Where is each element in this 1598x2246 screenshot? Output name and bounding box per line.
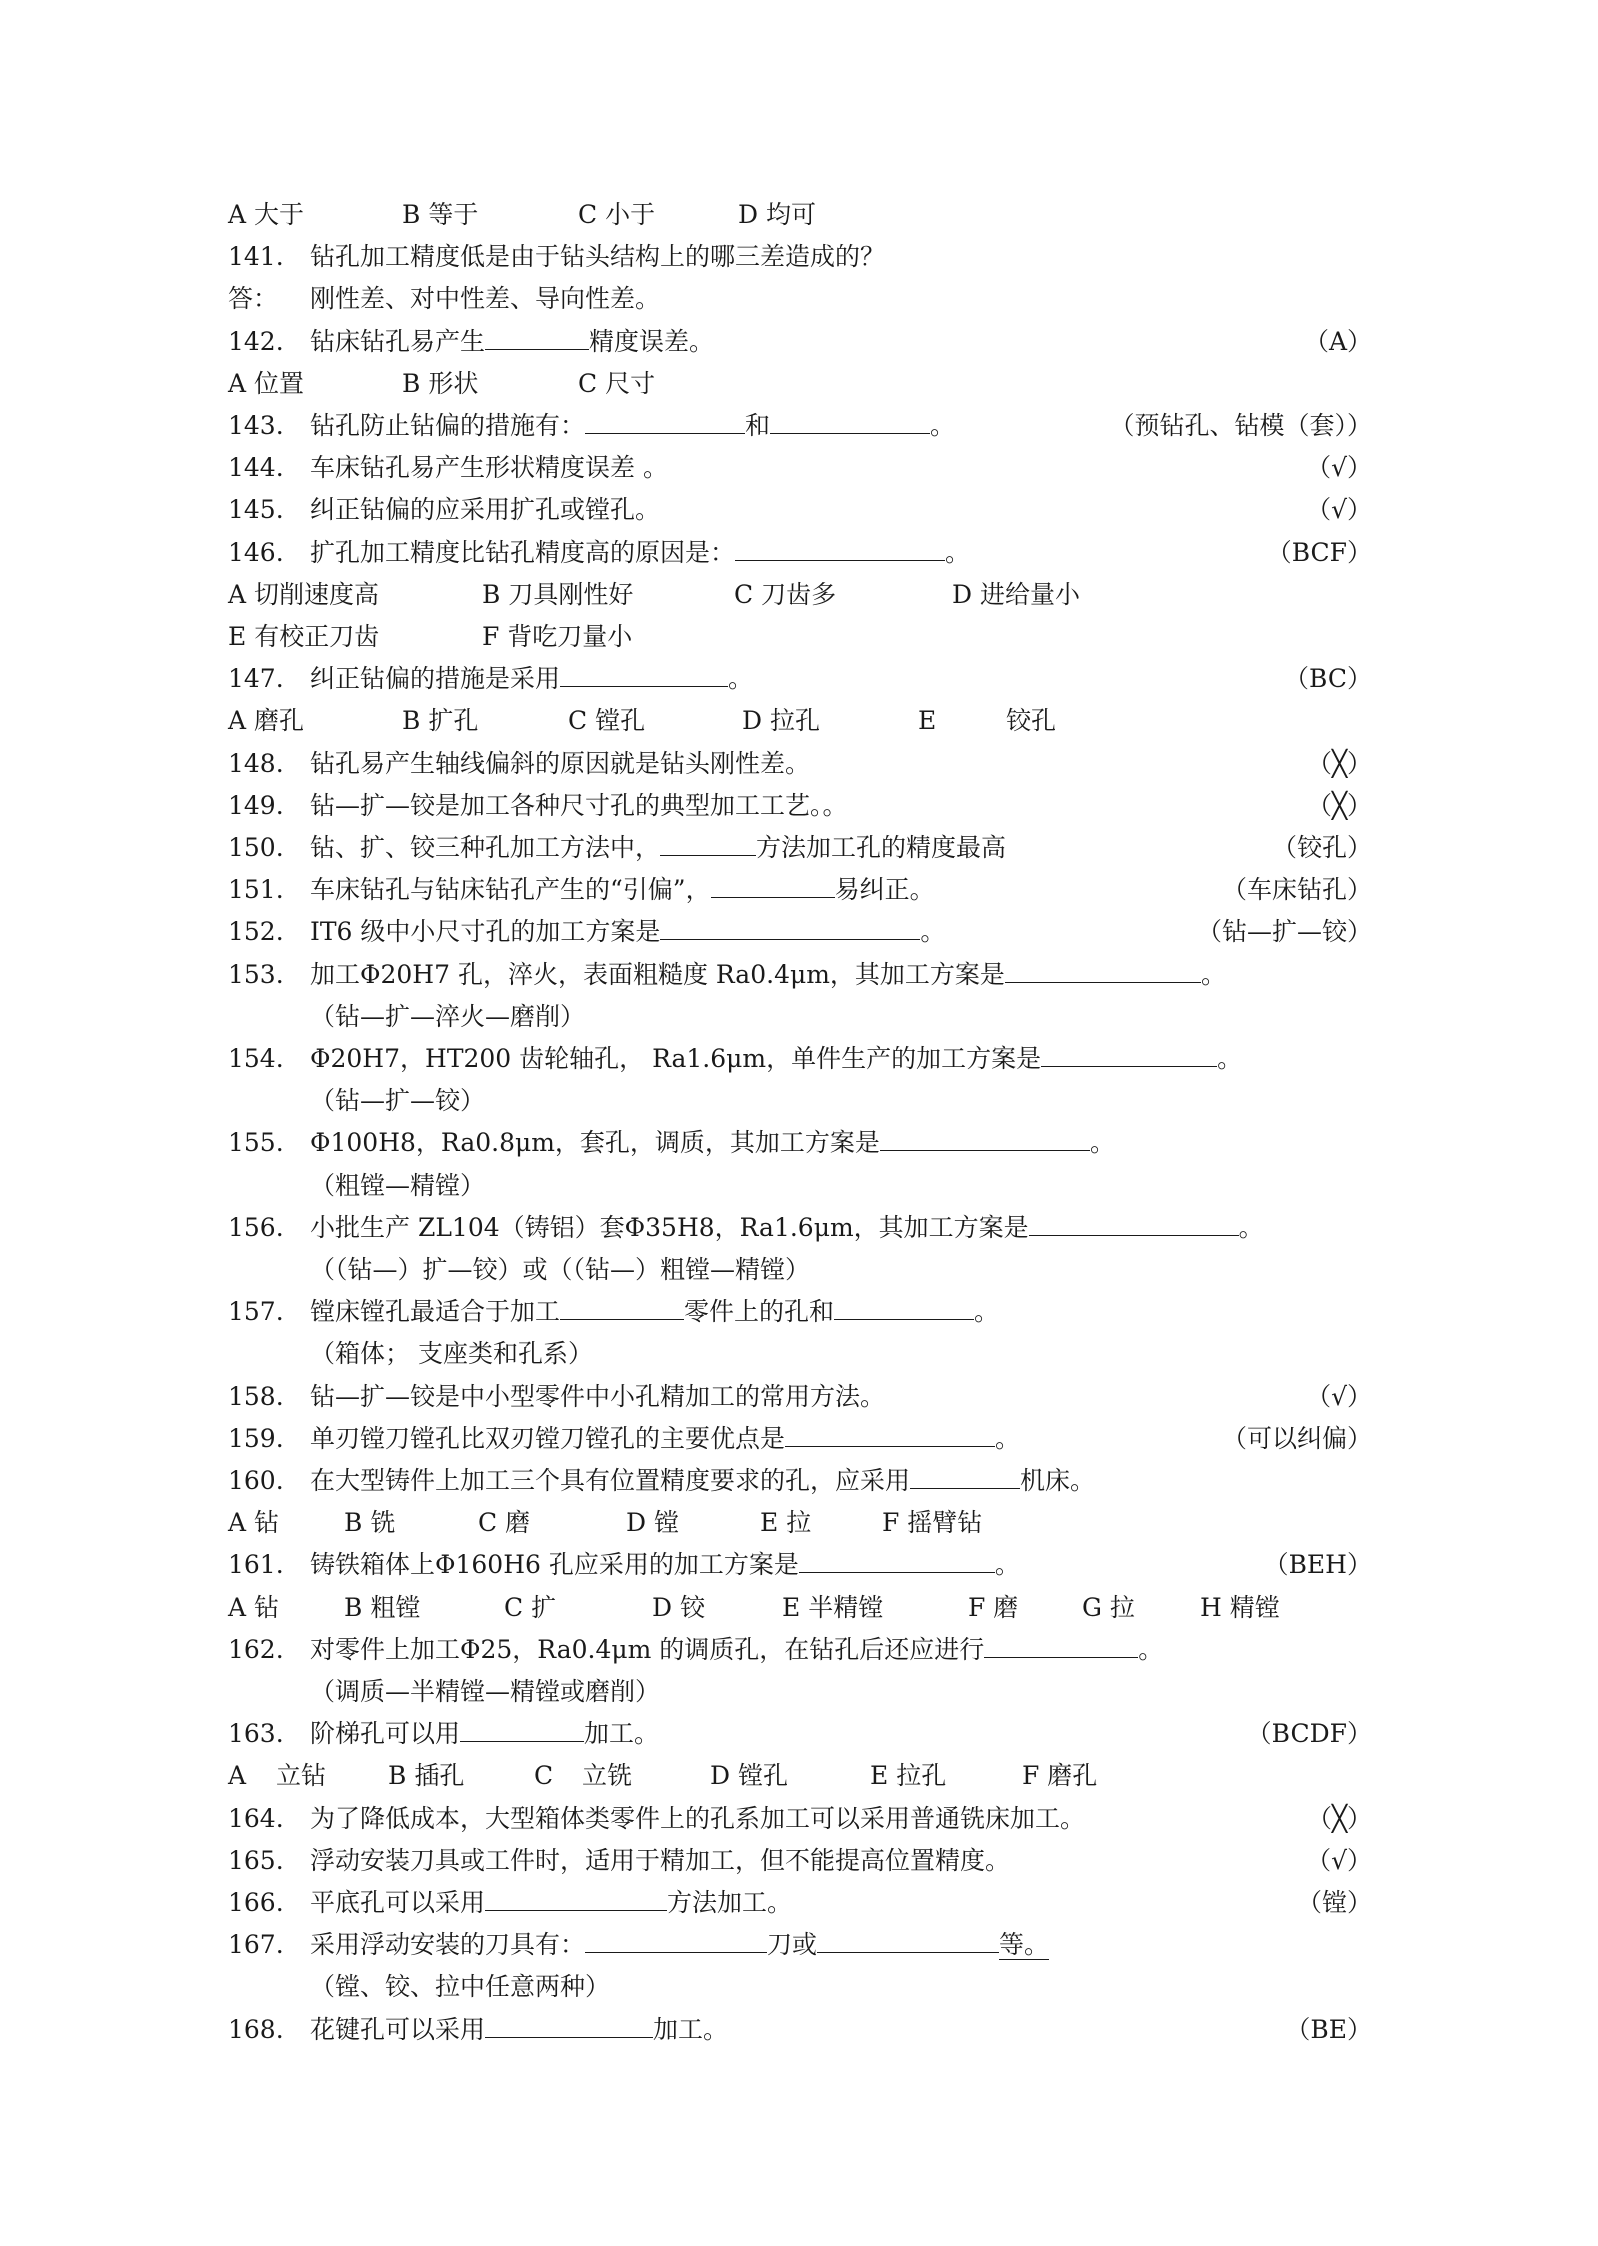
question-number: 161. <box>228 1550 284 1580</box>
question-line <box>228 1924 1372 1966</box>
option-label: B 扩孔 <box>402 706 479 736</box>
text-segment: 。 <box>728 664 754 694</box>
option-label: A 切削速度高 <box>228 579 380 609</box>
question-number: 167. <box>228 1930 284 1960</box>
text-segment: 易纠正。 <box>834 875 935 905</box>
answer-blank <box>711 871 835 898</box>
question-number: 155. <box>228 1128 284 1158</box>
question-line <box>228 996 1372 1038</box>
option-label: C 扩 <box>504 1592 557 1622</box>
answer-key: （镗） <box>1296 1888 1372 1917</box>
answer-blank <box>485 2011 653 2038</box>
answer-blank <box>1029 1209 1239 1236</box>
answer-key: （╳） <box>1306 1803 1372 1833</box>
answer-blank <box>817 1926 999 1953</box>
option-label: E 拉 <box>760 1508 812 1538</box>
question-line <box>228 1291 1372 1333</box>
option-label: E 拉孔 <box>870 1761 947 1791</box>
text-segment: 。 <box>1217 1044 1243 1073</box>
question-line <box>228 1376 1372 1418</box>
option-label: B 等于 <box>402 200 479 229</box>
text-segment: 。 <box>930 411 956 440</box>
question-text <box>310 1249 810 1291</box>
question-number: 165. <box>228 1845 284 1875</box>
text-segment: 精度误差。 <box>589 326 715 356</box>
option-label: D 均可 <box>738 200 816 229</box>
question-text <box>310 1376 885 1418</box>
question-line <box>228 532 1372 574</box>
text-segment: （钻—扩—淬火—磨削） <box>310 1001 586 1031</box>
question-number: 157. <box>228 1297 284 1327</box>
question-line <box>228 2009 1372 2051</box>
question-number: 142. <box>228 326 284 356</box>
question-number: 150. <box>228 833 284 862</box>
options-line <box>228 700 1372 742</box>
answer-key: （√） <box>1306 1845 1372 1875</box>
text-segment: 。 <box>945 537 971 567</box>
text-segment: 和 <box>745 411 771 440</box>
question-line <box>228 1038 1372 1080</box>
question-line <box>228 1840 1372 1882</box>
question-line <box>228 1333 1372 1375</box>
question-line <box>228 278 1372 320</box>
text-segment: 阶梯孔可以用 <box>310 1719 461 1749</box>
option-label: E 有校正刀齿 <box>228 622 380 651</box>
option-label: D 拉孔 <box>742 706 820 736</box>
question-number: 143. <box>228 411 284 440</box>
answer-blank <box>485 1884 667 1911</box>
text-segment: （箱体； 支座类和孔系） <box>310 1339 593 1369</box>
question-line <box>228 1713 1372 1755</box>
question-text <box>310 1966 610 2008</box>
question-text <box>310 278 660 320</box>
question-number: 159. <box>228 1423 284 1453</box>
question-text <box>310 954 1226 996</box>
text-segment: 单刃镗刀镗孔比双刃镗刀镗孔的主要优点是 <box>310 1423 786 1453</box>
question-text <box>310 911 945 953</box>
question-number: 168. <box>228 2014 284 2044</box>
answer-key: （╳） <box>1306 790 1372 820</box>
question-number: 149. <box>228 790 284 820</box>
question-line <box>228 1249 1372 1291</box>
question-number: 163. <box>228 1719 284 1749</box>
answer-blank <box>735 534 945 561</box>
text-segment: （调质—半精镗—精镗或磨削） <box>310 1677 661 1706</box>
question-text <box>310 405 955 447</box>
answer-key: （钻—扩—铰） <box>1196 917 1372 947</box>
option-label: D 镗孔 <box>710 1761 788 1791</box>
question-line <box>228 1966 1372 2008</box>
text-segment: 加工。 <box>653 2014 729 2044</box>
text-segment: 小批生产 ZL104（铸铝）套Φ35H8，Ra1.6μm，其加工方案是 <box>310 1212 1029 1242</box>
question-line <box>228 1080 1372 1122</box>
question-line <box>228 1798 1372 1840</box>
option-label: B 形状 <box>402 368 479 398</box>
answer-blank <box>660 913 920 940</box>
text-segment: 。 <box>1238 1212 1264 1242</box>
answer-key: （BE） <box>1285 2014 1372 2044</box>
text-segment: 钻床钻孔易产生 <box>310 326 486 356</box>
question-text <box>310 996 585 1038</box>
question-text <box>310 1291 999 1333</box>
answer-blank <box>984 1631 1138 1658</box>
question-line <box>228 405 1372 447</box>
question-text <box>310 1460 1095 1502</box>
text-segment: 钻、扩、铰三种孔加工方法中， <box>310 833 661 862</box>
question-line <box>228 954 1372 996</box>
option-label: 立钻 <box>276 1761 327 1791</box>
answer-key: （预钻孔、钻模（套）） <box>1109 411 1372 440</box>
question-number: 162. <box>228 1634 284 1664</box>
text-segment: （镗、铰、拉中任意两种） <box>310 1972 611 2002</box>
question-number: 148. <box>228 748 284 778</box>
text-segment: （钻—扩—铰） <box>310 1086 486 1116</box>
option-label: A 钻 <box>228 1508 280 1538</box>
option-label: E 半精镗 <box>782 1592 884 1622</box>
question-number: 160. <box>228 1466 284 1495</box>
option-label: F 背吃刀量小 <box>482 622 633 651</box>
text-segment: IT6 级中小尺寸孔的加工方案是 <box>310 917 661 947</box>
option-label: F 磨 <box>968 1592 1019 1622</box>
text-segment: 等。 <box>999 1930 1050 1960</box>
answer-blank <box>834 1293 974 1320</box>
text-segment: 。 <box>1089 1128 1115 1158</box>
option-label: C 磨 <box>478 1508 531 1538</box>
question-text <box>310 2009 728 2051</box>
question-number: 151. <box>228 875 284 905</box>
question-line <box>228 827 1372 869</box>
text-segment: 方法加工。 <box>667 1888 793 1917</box>
text-segment: 。 <box>995 1423 1021 1453</box>
question-text <box>310 1207 1264 1249</box>
options-line <box>228 1755 1372 1797</box>
question-line <box>228 658 1372 700</box>
question-line <box>228 1165 1372 1207</box>
option-label: F 摇臂钻 <box>882 1508 983 1538</box>
text-segment: 车床钻孔与钻床钻孔产生的“引偏”， <box>310 875 711 905</box>
answer-blank <box>660 829 756 856</box>
text-segment: 加工。 <box>584 1719 660 1749</box>
question-text <box>310 785 848 827</box>
text-segment: 。 <box>994 1550 1020 1580</box>
question-text <box>310 1882 792 1924</box>
option-label: A 位置 <box>228 368 305 398</box>
question-number: 166. <box>228 1888 284 1917</box>
answer-key: （BC） <box>1284 664 1372 694</box>
question-number: 145. <box>228 495 284 525</box>
option-label: B 刀具刚性好 <box>482 579 634 609</box>
question-text <box>310 489 660 531</box>
text-segment: 对零件上加工Φ25，Ra0.4μm 的调质孔，在钻孔后还应进行 <box>310 1634 985 1664</box>
question-line <box>228 321 1372 363</box>
text-segment: 纠正钻偏的措施是采用 <box>310 664 561 694</box>
answer-blank <box>910 1462 1020 1489</box>
question-text <box>310 827 1006 869</box>
question-text <box>310 1038 1242 1080</box>
text-segment: 钻孔易产生轴线偏斜的原因就是钻头刚性差。 <box>310 748 811 778</box>
text-segment: 纠正钻偏的应采用扩孔或镗孔。 <box>310 495 661 525</box>
option-label: 铰孔 <box>1006 706 1057 736</box>
answer-key: （√） <box>1306 1381 1372 1411</box>
option-label: D 镗 <box>626 1508 679 1538</box>
question-line <box>228 743 1372 785</box>
answer-key: （√） <box>1306 495 1372 525</box>
text-segment: 零件上的孔和 <box>684 1297 835 1327</box>
answer-blank <box>1005 956 1201 983</box>
question-text <box>310 1418 1020 1460</box>
text-segment: （粗镗—精镗） <box>310 1170 486 1200</box>
option-label: 立铣 <box>582 1761 633 1791</box>
question-line <box>228 1671 1372 1713</box>
option-label: D 进给量小 <box>952 579 1080 609</box>
option-label: C <box>534 1761 554 1791</box>
text-segment: 镗床镗孔最适合于加工 <box>310 1297 561 1327</box>
options-line <box>228 616 1372 658</box>
option-label: F 磨孔 <box>1022 1761 1098 1791</box>
question-text <box>310 1798 1085 1840</box>
answer-blank <box>785 1420 995 1447</box>
question-line <box>228 1122 1372 1164</box>
question-number: 158. <box>228 1381 284 1411</box>
text-segment: 平底孔可以采用 <box>310 1888 486 1917</box>
option-label: C 尺寸 <box>578 368 656 398</box>
text-segment: 钻—扩—铰是加工各种尺寸孔的典型加工工艺。。 <box>310 790 848 820</box>
text-segment: 采用浮动安装的刀具有： <box>310 1930 586 1960</box>
option-label: A 磨孔 <box>228 706 305 736</box>
question-line <box>228 489 1372 531</box>
text-segment: 车床钻孔易产生形状精度误差 。 <box>310 453 668 483</box>
option-label: A 大于 <box>228 200 305 229</box>
question-text <box>310 1924 1049 1966</box>
question-text <box>310 1713 659 1755</box>
answer-blank <box>1041 1040 1217 1067</box>
option-label: A 钻 <box>228 1592 280 1622</box>
question-line <box>228 1207 1372 1249</box>
question-number: 147. <box>228 664 284 694</box>
option-label: A <box>228 1761 247 1791</box>
options-line <box>228 1502 1372 1544</box>
text-segment: 方法加工孔的精度最高 <box>756 833 1007 862</box>
question-line <box>228 1460 1372 1502</box>
text-segment: Φ100H8，Ra0.8μm，套孔，调质，其加工方案是 <box>310 1128 880 1158</box>
question-text <box>310 1544 1020 1586</box>
question-text <box>310 1629 1163 1671</box>
question-line <box>228 447 1372 489</box>
question-text <box>310 1080 485 1122</box>
question-text <box>310 532 970 574</box>
option-label: B 粗镗 <box>344 1592 421 1622</box>
options-line <box>228 363 1372 405</box>
question-number: 153. <box>228 959 284 989</box>
question-number: 141. <box>228 242 284 272</box>
option-label: B 铣 <box>344 1508 396 1538</box>
text-segment: Φ20H7，HT200 齿轮轴孔， Ra1.6μm，单件生产的加工方案是 <box>310 1044 1042 1073</box>
text-segment: 。 <box>1200 959 1226 989</box>
option-label: C 镗孔 <box>568 706 646 736</box>
question-text <box>310 236 885 278</box>
question-line <box>228 1544 1372 1586</box>
question-number: 答： <box>228 284 279 314</box>
options-line <box>228 574 1372 616</box>
text-segment: 浮动安装刀具或工件时，适用于精加工，但不能提高位置精度。 <box>310 1845 1011 1875</box>
question-text <box>310 321 714 363</box>
text-segment: 。 <box>974 1297 1000 1327</box>
answer-key: （BCDF） <box>1246 1719 1372 1749</box>
text-segment: 扩孔加工精度比钻孔精度高的原因是： <box>310 537 736 567</box>
question-number: 144. <box>228 453 284 483</box>
question-line <box>228 236 1372 278</box>
text-segment: 加工Φ20H7 孔，淬火，表面粗糙度 Ra0.4μm，其加工方案是 <box>310 959 1005 989</box>
question-line <box>228 869 1372 911</box>
question-text <box>310 869 935 911</box>
answer-blank <box>560 660 728 687</box>
answer-key: （车床钻孔） <box>1221 875 1372 905</box>
text-segment: 铸铁箱体上Φ160H6 孔应采用的加工方案是 <box>310 1550 799 1580</box>
text-segment: 在大型铸件上加工三个具有位置精度要求的孔，应采用 <box>310 1466 911 1495</box>
question-text <box>310 1122 1115 1164</box>
text-segment: 刀或 <box>767 1930 818 1960</box>
answer-blank <box>880 1124 1090 1151</box>
text-segment: 。 <box>1138 1634 1164 1664</box>
question-text <box>310 447 668 489</box>
options-line <box>228 194 1372 236</box>
answer-blank <box>770 407 930 434</box>
answer-key: （A） <box>1303 326 1372 356</box>
answer-key: （√） <box>1306 453 1372 483</box>
text-segment: （（钻—）扩—铰）或（（钻—）粗镗—精镗） <box>310 1255 811 1284</box>
text-segment: 机床。 <box>1020 1466 1096 1495</box>
answer-blank <box>585 407 745 434</box>
text-segment: 为了降低成本，大型箱体类零件上的孔系加工可以采用普通铣床加工。 <box>310 1803 1086 1833</box>
option-label: D 铰 <box>652 1592 705 1622</box>
options-line <box>228 1587 1372 1629</box>
question-number: 156. <box>228 1212 284 1242</box>
text-segment: 钻—扩—铰是中小型零件中小孔精加工的常用方法。 <box>310 1381 886 1411</box>
answer-key: （╳） <box>1306 748 1372 778</box>
answer-key: （可以纠偏） <box>1221 1423 1372 1453</box>
question-line <box>228 1882 1372 1924</box>
text-segment: 。 <box>920 917 946 947</box>
question-text <box>310 1165 485 1207</box>
answer-blank <box>585 1926 767 1953</box>
answer-blank <box>799 1546 995 1573</box>
answer-key: （BEH） <box>1263 1550 1372 1580</box>
answer-blank <box>460 1715 584 1742</box>
question-text <box>310 1840 1010 1882</box>
question-number: 146. <box>228 537 284 567</box>
question-number: 154. <box>228 1044 284 1073</box>
option-label: E <box>918 706 937 736</box>
option-label: C 小于 <box>578 200 656 229</box>
option-label: C 刀齿多 <box>734 579 837 609</box>
question-text <box>310 1333 593 1375</box>
question-text <box>310 1671 660 1713</box>
text-segment: 刚性差、对中性差、导向性差。 <box>310 284 661 314</box>
answer-key: （铰孔） <box>1271 833 1372 862</box>
option-label: B 插孔 <box>388 1761 465 1791</box>
question-text <box>310 658 753 700</box>
question-line <box>228 911 1372 953</box>
question-text <box>310 743 810 785</box>
answer-key: （BCF） <box>1266 537 1372 567</box>
question-line <box>228 1629 1372 1671</box>
answer-blank <box>560 1293 684 1320</box>
text-segment: 钻孔加工精度低是由于钻头结构上的哪三差造成的？ <box>310 242 886 272</box>
question-number: 152. <box>228 917 284 947</box>
question-number: 164. <box>228 1803 284 1833</box>
answer-blank <box>485 323 589 350</box>
question-line <box>228 1418 1372 1460</box>
text-segment: 花键孔可以采用 <box>310 2014 486 2044</box>
option-label: H 精镗 <box>1200 1592 1280 1622</box>
text-segment: 钻孔防止钻偏的措施有： <box>310 411 586 440</box>
option-label: G 拉 <box>1082 1592 1135 1622</box>
question-line <box>228 785 1372 827</box>
